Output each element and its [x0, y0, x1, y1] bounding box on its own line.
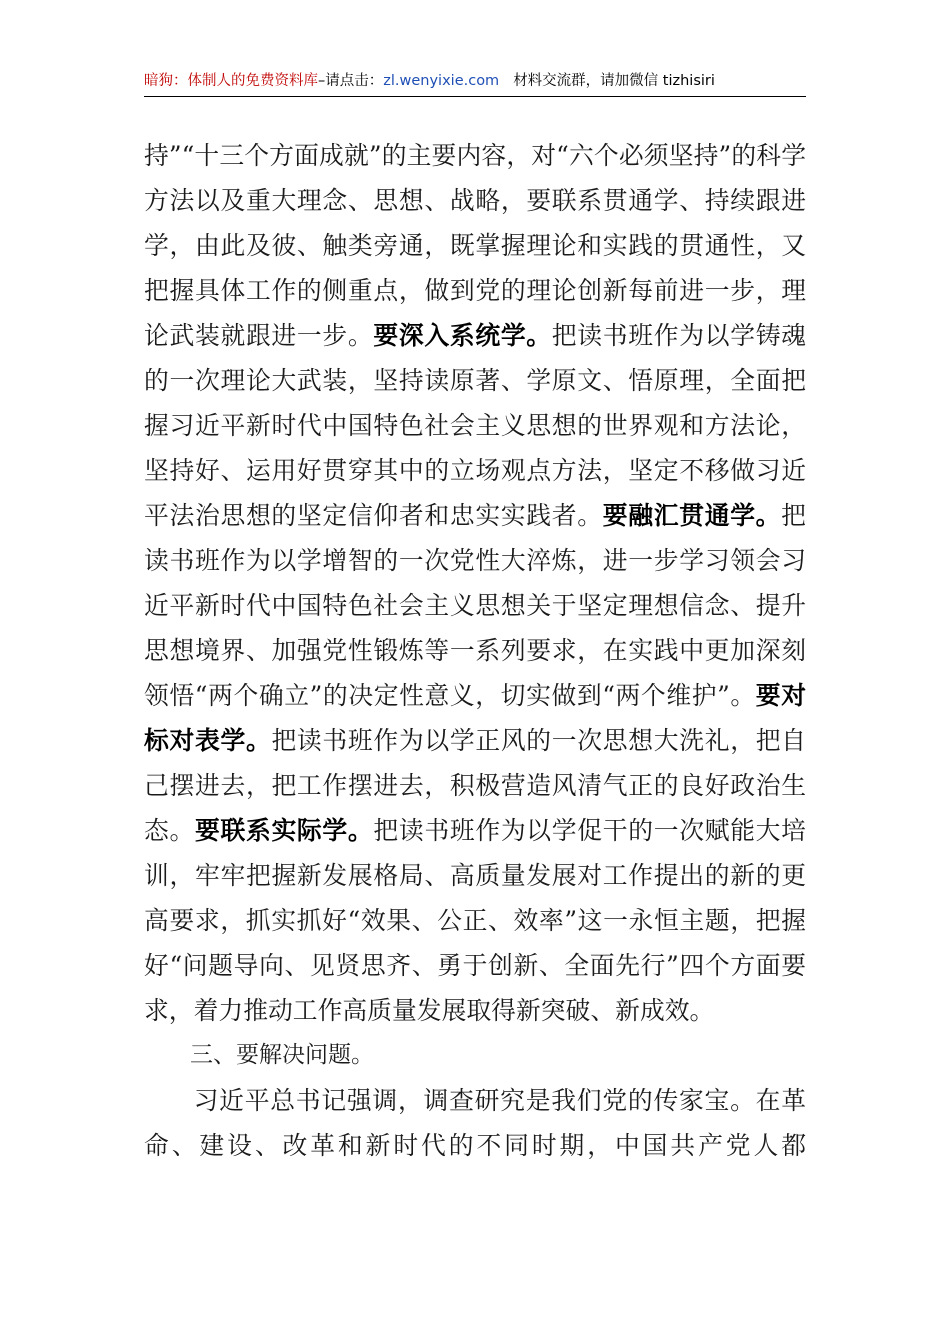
paragraph-text: 把读书班作为以学铸魂的一次理论大武装，坚持读原著、学原文、悟原理，全面把握习近平新时代中国特色社会主义思想的世界观和方法论，坚持好、运用好贯穿其中的立场观点方法，坚定不移做习近平法治思想的坚定信仰者和忠实实践者。 — [144, 321, 806, 530]
header-url-link[interactable]: zl.wenyixie.com — [383, 73, 500, 89]
bold-phrase-benchmark: 要对标对表学。 — [144, 681, 806, 755]
bold-phrase-integrated: 要融汇贯通学。 — [602, 501, 782, 530]
bold-phrase-practical: 要联系实际学。 — [194, 816, 374, 845]
section-heading: 三、要解决问题。 — [190, 1042, 374, 1068]
paragraph-text: 把读书班作为以学增智的一次党性大淬炼，进一步学习领会习近平新时代中国特色社会主义思想关于坚定理想信念、提升思想境界、加强党性锻炼等一系列要求，在实践中更加深刻领悟“两个确立”的决定性意义，切实做到“两个维护”。 — [144, 501, 806, 710]
paragraph-text: 把读书班作为以学促干的一次赋能大培训，牢牢把握新发展格局、高质量发展对工作提出的新的更高要求，抓实抓好“效果、公正、效率”这一永恒主题，把握好“问题导向、见贤思齐、勇于创新、全面先行”四个方面要求，着力推动工作高质量发展取得新突破、新成效。 — [144, 816, 806, 1025]
paragraph-study-requirements — [144, 133, 806, 1033]
bold-phrase-deep-systematic: 要深入系统学。 — [373, 321, 552, 350]
page-header — [144, 68, 806, 97]
paragraph-text: 把读书班作为以学正风的一次思想大洗礼，把自己摆进去，把工作摆进去，积极营造风清气正的良好政治生态。 — [144, 726, 806, 845]
paragraph-investigation: 习近平总书记强调，调查研究是我们党的传家宝。在革命、建设、改革和新时代的不同时期，中国共产党人都 — [144, 1086, 806, 1160]
paragraph-text: 持”“十三个方面成就”的主要内容，对“六个必须坚持”的科学方法以及重大理念、思想、战略，要联系贯通学、持续跟进学，由此及彼、触类旁通，既掌握理论和实践的贯通性，又把握具体工作的侧重点，做到党的理论创新每前进一步，理论武装就跟进一步。 — [144, 141, 806, 350]
header-group-note: 材料交流群，请加微信 tizhisiri — [513, 73, 715, 89]
header-brand: 暗狗：体制人的免费资料库 — [144, 73, 318, 89]
header-click-prompt: –请点击： — [318, 73, 384, 89]
document-body — [144, 133, 806, 1168]
